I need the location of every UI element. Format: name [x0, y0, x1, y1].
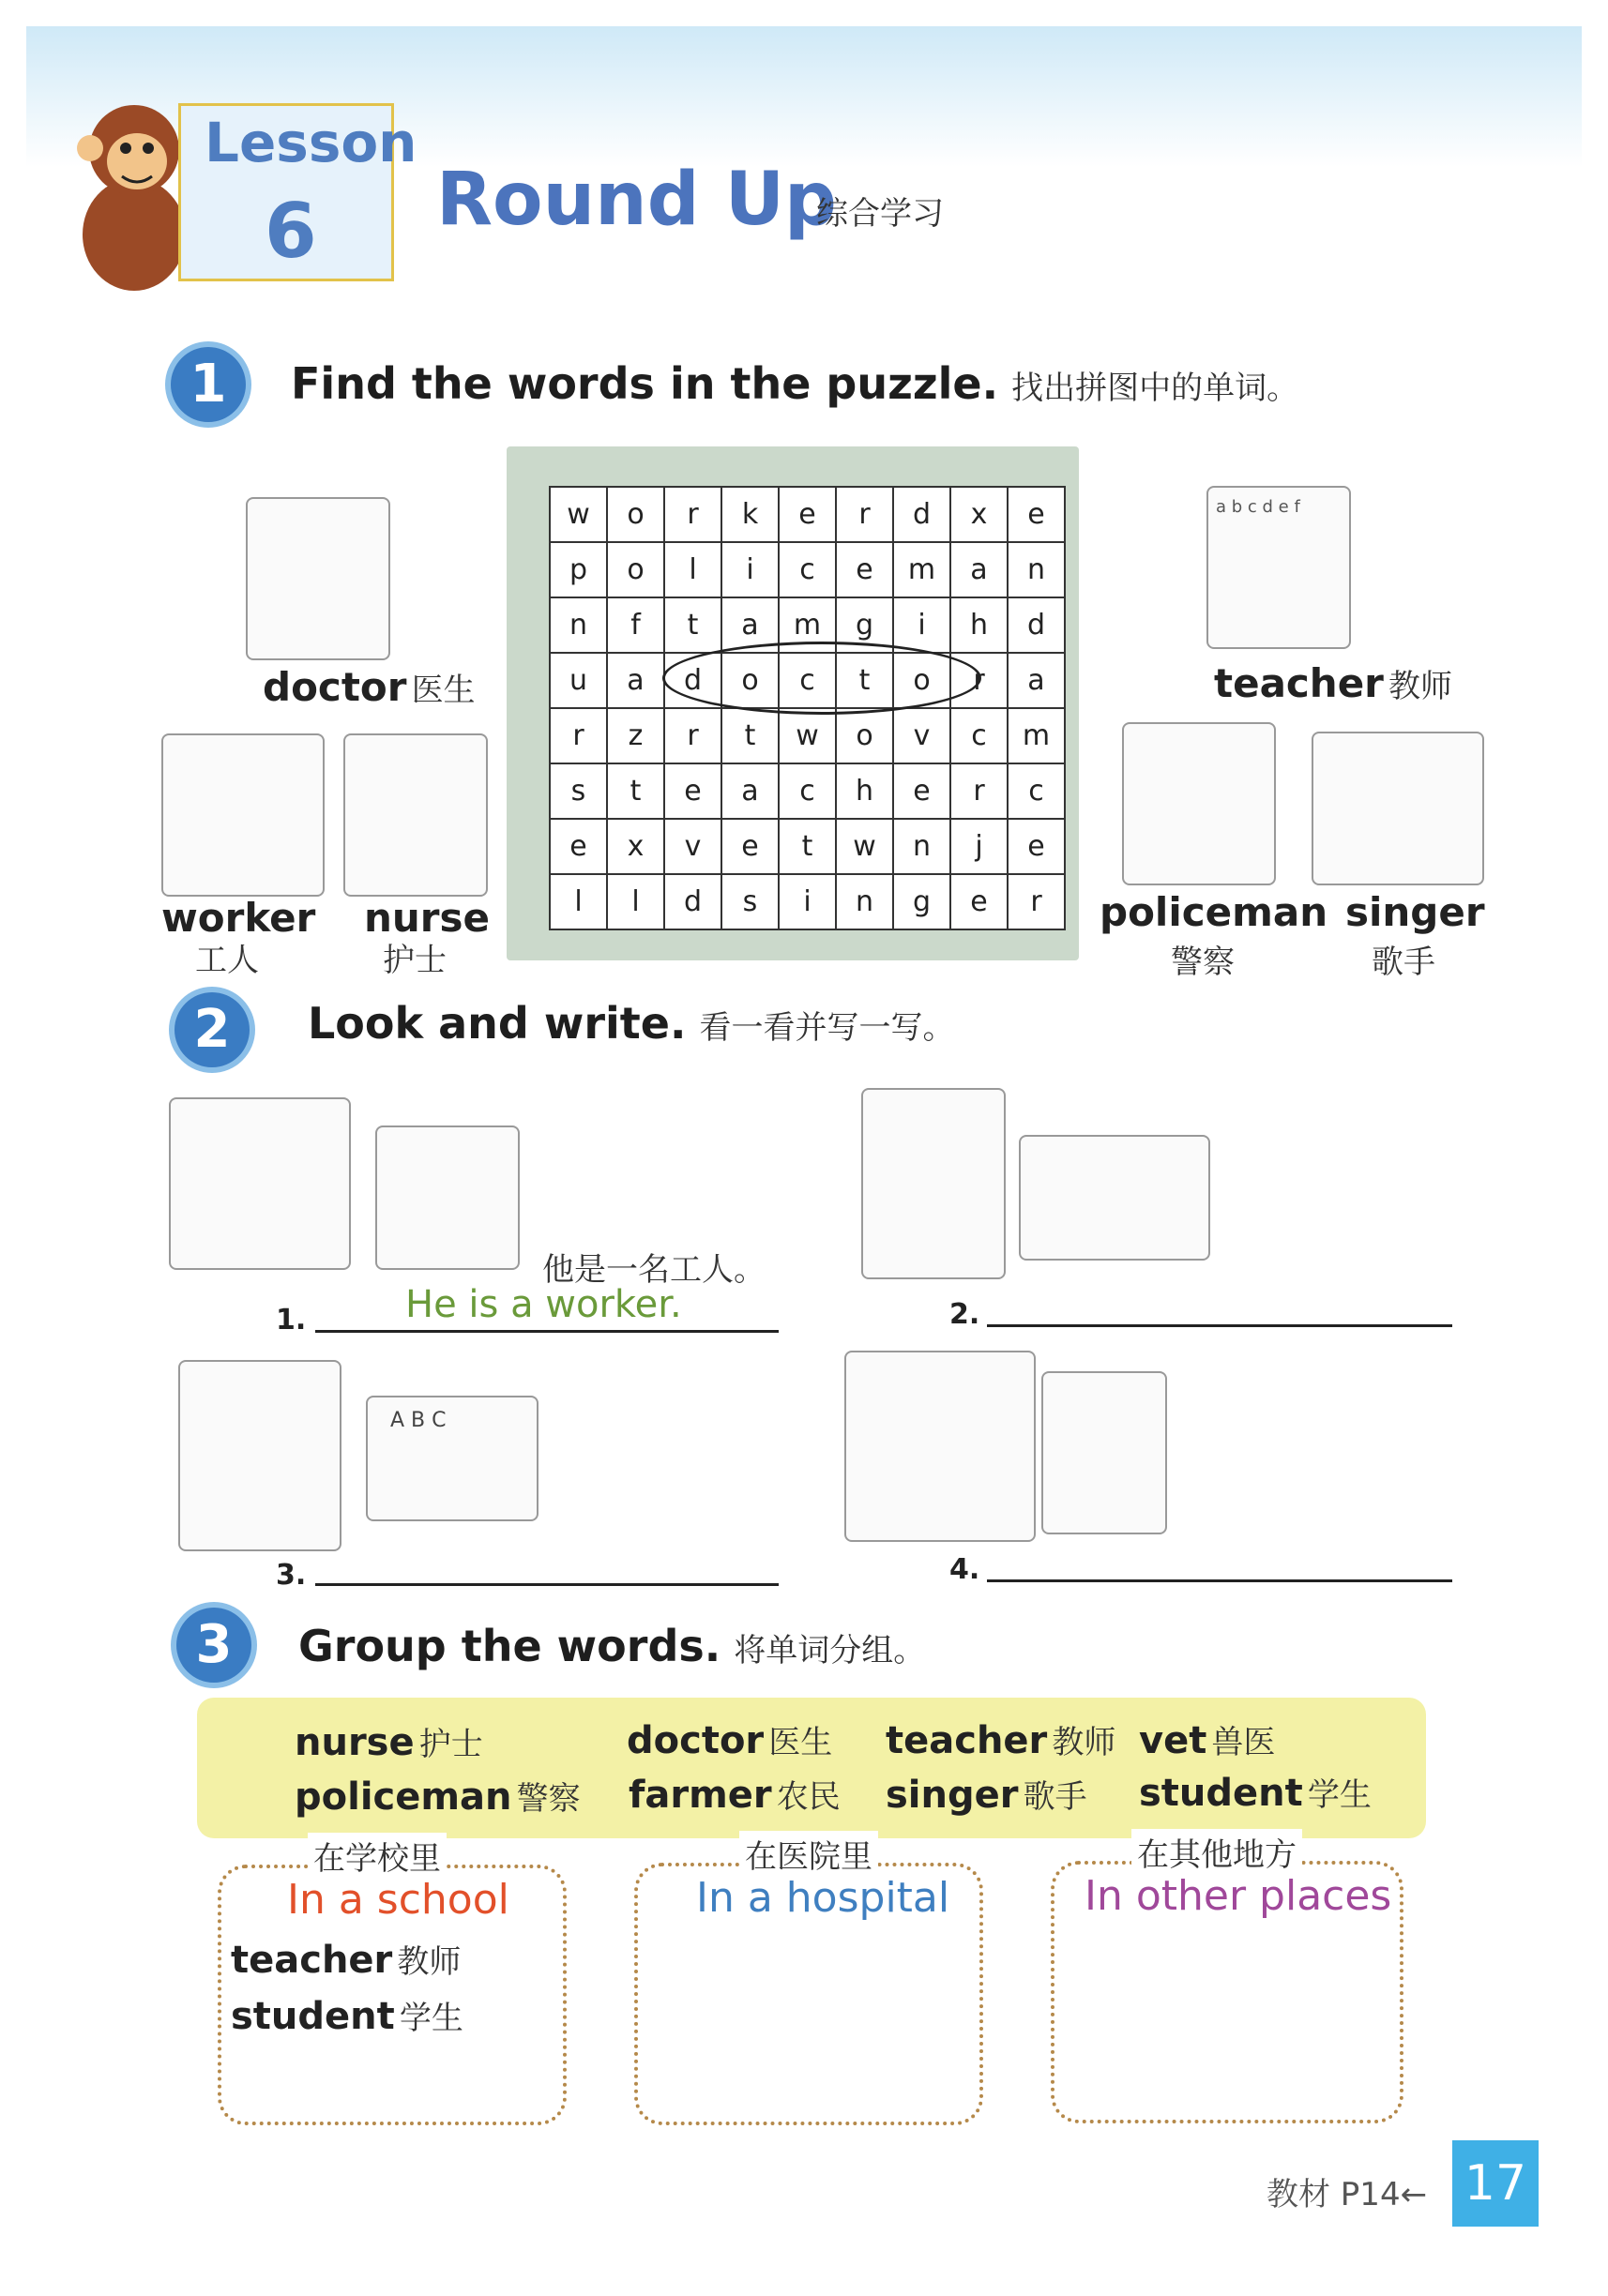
doctor-face-illustration [861, 1088, 1006, 1279]
textbook-reference: 教材 P14← [1267, 2176, 1428, 2213]
puzzle-cell[interactable]: a [607, 653, 664, 708]
puzzle-cell[interactable]: j [950, 819, 1008, 874]
puzzle-cell[interactable]: x [607, 819, 664, 874]
puzzle-cell[interactable]: x [950, 487, 1008, 542]
word-policeman: policeman 警察 [295, 1775, 581, 1819]
word-teacher: teacher 教师 [886, 1719, 1116, 1762]
puzzle-cell[interactable]: o [607, 542, 664, 597]
puzzle-cell[interactable]: c [1008, 763, 1065, 819]
puzzle-cell[interactable]: w [779, 708, 836, 763]
puzzle-cell[interactable]: v [664, 819, 721, 874]
puzzle-cell[interactable]: v [893, 708, 950, 763]
example-cn: 他是一名工人。 [542, 1251, 766, 1289]
puzzle-cell[interactable]: a [1008, 653, 1065, 708]
group-school-label: 在学校里 [308, 1833, 447, 1879]
puzzle-cell[interactable]: t [779, 819, 836, 874]
group-school-entry-1: teacher 教师 [231, 1939, 462, 1982]
puzzle-cell[interactable]: c [779, 653, 836, 708]
board-letters: a b c d e f [1216, 497, 1300, 517]
word-farmer: farmer 农民 [629, 1774, 841, 1817]
puzzle-cell[interactable]: s [721, 874, 779, 929]
policeman-illustration [1122, 722, 1276, 885]
puzzle-cell[interactable]: k [721, 487, 779, 542]
group-other-label: 在其他地方 [1131, 1829, 1302, 1875]
word-doctor: doctor 医生 [627, 1719, 833, 1762]
paint-bucket-illustration [375, 1125, 520, 1270]
item4-answer-line[interactable] [987, 1579, 1452, 1582]
puzzle-cell[interactable]: e [950, 874, 1008, 929]
lesson-number: 6 [265, 188, 317, 275]
puzzle-cell[interactable]: g [836, 597, 893, 653]
puzzle-cell[interactable]: i [779, 874, 836, 929]
puzzle-cell[interactable]: r [664, 708, 721, 763]
word-nurse: nurse 护士 [295, 1721, 483, 1764]
puzzle-cell[interactable]: t [607, 763, 664, 819]
puzzle-cell[interactable]: m [779, 597, 836, 653]
puzzle-cell[interactable]: e [721, 819, 779, 874]
puzzle-cell[interactable]: g [893, 874, 950, 929]
item3-number: 3. [276, 1559, 307, 1592]
group-hospital-title: In a hospital [696, 1874, 950, 1922]
nurse-illustration [343, 733, 488, 897]
puzzle-cell[interactable]: r [1008, 874, 1065, 929]
puzzle-row [550, 819, 1065, 874]
puzzle-cell[interactable]: d [664, 653, 721, 708]
blackboard-letters: A B C [390, 1409, 447, 1432]
puzzle-cell[interactable]: l [607, 874, 664, 929]
label-singer-cn: 歌手 [1372, 944, 1435, 981]
item1-number: 1. [276, 1304, 307, 1337]
label-nurse: nurse [364, 895, 490, 941]
puzzle-cell[interactable]: e [550, 819, 607, 874]
item3-answer-line[interactable] [315, 1583, 779, 1586]
group-hospital-label: 在医院里 [739, 1831, 878, 1877]
stethoscope-illustration [1019, 1135, 1210, 1261]
word-singer: singer 歌手 [886, 1774, 1087, 1817]
puzzle-cell[interactable]: l [550, 874, 607, 929]
puzzle-cell[interactable]: m [893, 542, 950, 597]
puzzle-cell[interactable]: l [664, 542, 721, 597]
puzzle-row [550, 708, 1065, 763]
label-policeman-cn: 警察 [1171, 944, 1235, 981]
label-teacher: teacher 教师 [1214, 660, 1452, 706]
label-policeman: policeman [1100, 889, 1328, 935]
cat-illustration [1041, 1371, 1167, 1534]
label-nurse-cn: 护士 [383, 942, 447, 979]
puzzle-cell[interactable]: r [950, 763, 1008, 819]
puzzle-cell[interactable]: r [550, 708, 607, 763]
section2-badge: 2 [174, 992, 250, 1067]
puzzle-cell[interactable]: o [721, 653, 779, 708]
worker-face-illustration [169, 1097, 351, 1270]
puzzle-cell[interactable]: c [779, 763, 836, 819]
section1-badge: 1 [171, 347, 246, 422]
puzzle-cell[interactable]: c [779, 542, 836, 597]
puzzle-cell[interactable]: t [721, 708, 779, 763]
puzzle-cell[interactable]: i [721, 542, 779, 597]
word-student: student 学生 [1139, 1772, 1372, 1815]
vet-face-illustration [844, 1351, 1036, 1542]
monkey-mascot-icon [73, 94, 195, 291]
puzzle-cell[interactable]: f [607, 597, 664, 653]
puzzle-row [550, 874, 1065, 929]
puzzle-cell[interactable]: n [1008, 542, 1065, 597]
item2-number: 2. [949, 1298, 980, 1331]
puzzle-cell[interactable]: a [950, 542, 1008, 597]
puzzle-cell[interactable]: a [721, 597, 779, 653]
puzzle-cell[interactable]: c [950, 708, 1008, 763]
page-title-cn: 综合学习 [816, 195, 944, 233]
puzzle-cell[interactable]: o [893, 653, 950, 708]
teacher-face-illustration [178, 1360, 341, 1551]
section2-instruction: Look and write. 看一看并写一写。 [308, 998, 955, 1049]
puzzle-cell[interactable]: h [836, 763, 893, 819]
item1-answer: He is a worker. [405, 1283, 682, 1326]
puzzle-cell[interactable]: e [779, 487, 836, 542]
group-school-title: In a school [287, 1876, 509, 1924]
puzzle-cell[interactable]: t [836, 653, 893, 708]
puzzle-cell[interactable]: n [550, 597, 607, 653]
puzzle-cell[interactable]: w [836, 819, 893, 874]
puzzle-cell[interactable]: e [836, 542, 893, 597]
puzzle-cell[interactable]: p [550, 542, 607, 597]
puzzle-cell[interactable]: z [607, 708, 664, 763]
puzzle-cell[interactable]: d [893, 487, 950, 542]
puzzle-cell[interactable]: n [836, 874, 893, 929]
label-singer: singer [1345, 889, 1485, 935]
puzzle-cell[interactable]: i [893, 597, 950, 653]
puzzle-cell[interactable]: e [1008, 819, 1065, 874]
singer-illustration [1312, 732, 1484, 885]
puzzle-cell[interactable]: n [893, 819, 950, 874]
doctor-illustration [246, 497, 390, 660]
label-worker: worker [161, 895, 316, 941]
puzzle-cell[interactable]: e [893, 763, 950, 819]
page-title: Round Up [436, 158, 837, 242]
puzzle-cell[interactable]: e [664, 763, 721, 819]
puzzle-cell[interactable]: d [1008, 597, 1065, 653]
puzzle-cell[interactable]: s [550, 763, 607, 819]
group-other-title: In other places [1085, 1872, 1392, 1920]
section1-instruction: Find the words in the puzzle. 找出拼图中的单词。 [291, 358, 1299, 409]
puzzle-row [550, 542, 1065, 597]
label-doctor: doctor 医生 [263, 664, 476, 710]
group-school-entry-2: student 学生 [231, 1995, 463, 2038]
puzzle-cell[interactable]: a [721, 763, 779, 819]
puzzle-row [550, 763, 1065, 819]
puzzle-cell[interactable]: w [550, 487, 607, 542]
item4-number: 4. [949, 1553, 980, 1586]
puzzle-cell[interactable]: r [950, 653, 1008, 708]
page-number: 17 [1452, 2140, 1539, 2227]
puzzle-cell[interactable]: d [664, 874, 721, 929]
item1-line [315, 1330, 779, 1333]
puzzle-row [550, 487, 1065, 542]
puzzle-cell[interactable]: u [550, 653, 607, 708]
puzzle-cell[interactable]: r [664, 487, 721, 542]
puzzle-cell[interactable]: t [664, 597, 721, 653]
puzzle-cell[interactable]: r [836, 487, 893, 542]
puzzle-cell[interactable]: h [950, 597, 1008, 653]
worker-illustration [161, 733, 325, 897]
label-worker-cn: 工人 [195, 942, 259, 979]
doctor-circle [662, 642, 981, 715]
puzzle-cell[interactable]: m [1008, 708, 1065, 763]
section3-instruction: Group the words. 将单词分组。 [298, 1621, 926, 1671]
puzzle-cell[interactable]: o [836, 708, 893, 763]
puzzle-cell[interactable]: o [607, 487, 664, 542]
word-vet: vet 兽医 [1139, 1719, 1276, 1762]
puzzle-cell[interactable]: e [1008, 487, 1065, 542]
section3-badge: 3 [176, 1608, 251, 1683]
lesson-word: Lesson [205, 111, 417, 174]
item2-answer-line[interactable] [987, 1324, 1452, 1327]
